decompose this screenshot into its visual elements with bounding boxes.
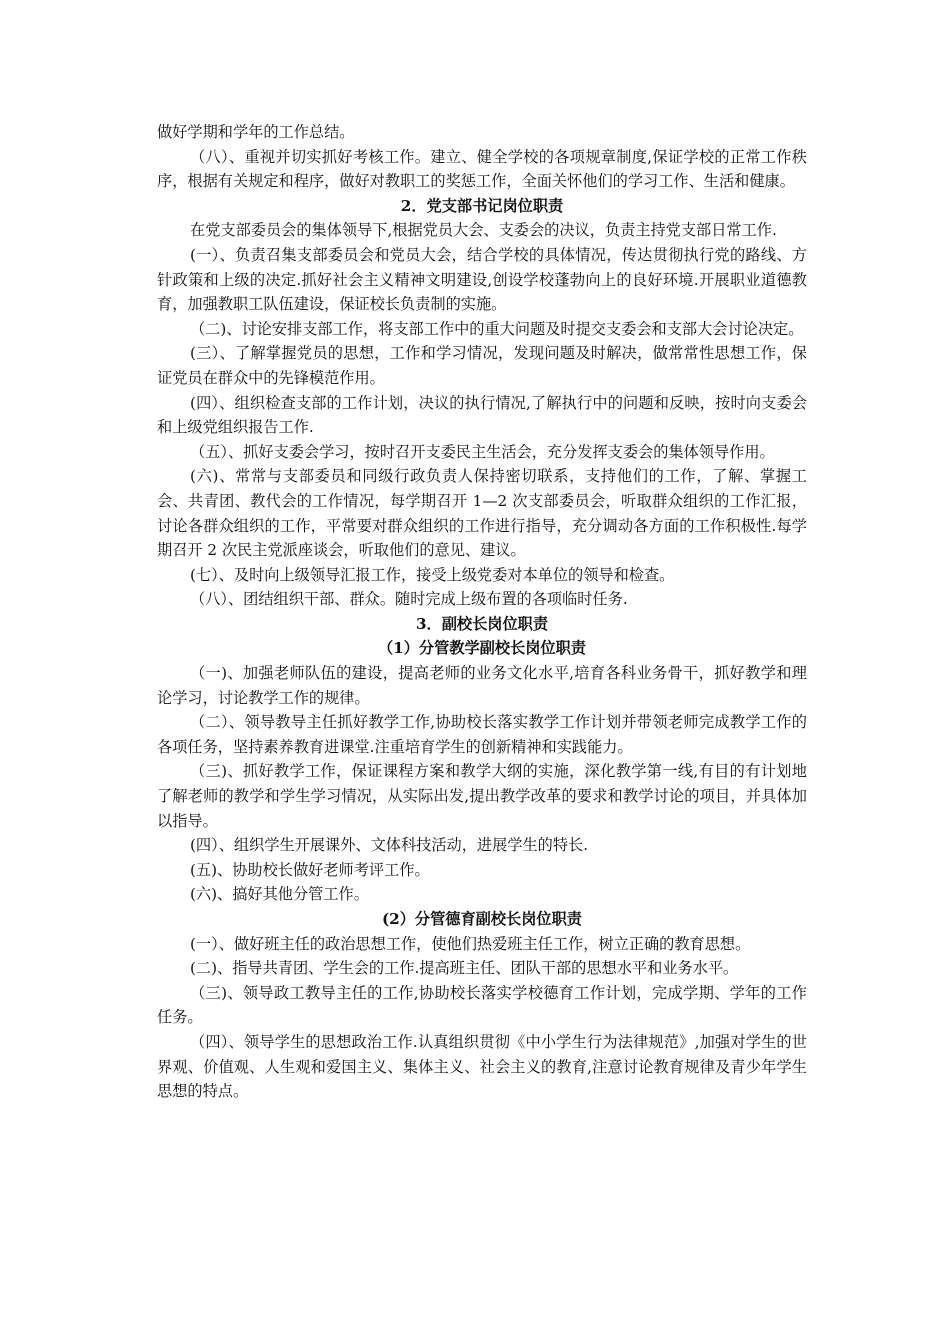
paragraph: (三）、了解掌握党员的思想，工作和学习情况，发现问题及时解决，做常常性思想工作，保证党员在群众中的先锋模范作用。 (157, 344, 807, 387)
paragraph: （三)、领导政工教导主任的工作,协助校长落实学校德育工作计划，完成学期、学年的工作任务。 (157, 983, 807, 1027)
paragraph: (六)、搞好其他分管工作。 (190, 885, 369, 904)
paragraph: 在党支部委员会的集体领导下,根据党员大会、支委会的决议，负责主持党支部日常工作. (190, 221, 777, 240)
paragraph: （八）、重视并切实抓好考核工作。建立、健全学校的各项规章制度,保证学校的正常工作秩序，根据有关规定和程序，做好对教职工的奖惩工作，全面关怀他们的学习工作、生活和健康。 (157, 147, 807, 191)
paragraph: 做好学期和学年的工作总结。 (157, 123, 355, 141)
paragraph: （四）、领导学生的思想政治工作.认真组织贯彻《中小学生行为法律规范》,加强对学生的世界观、价值观、人生观和爱国主义、集体主义、社会主义的教育,注意讨论教育规律及青少年学生思想的特点。 (157, 1032, 807, 1101)
paragraph: （一)、加强老师队伍的建设，提高老师的业务文化水平,培育各科业务骨干，抓好教学和理论学习，讨论教学工作的规律。 (157, 664, 807, 707)
paragraph: (一）、做好班主任的政治思想工作，使他们热爱班主任工作，树立正确的教育思想。 (190, 934, 751, 953)
paragraph: (四）、组织检查支部的工作计划，决议的执行情况,了解执行中的问题和反映，按时向支委会和上级党组织报告工作. (157, 393, 807, 437)
paragraph: (五)、协助校长做好老师考评工作。 (190, 860, 430, 879)
section-heading: 2．党支部书记岗位职责 (400, 196, 564, 215)
paragraph: (六)、常常与支部委员和同级行政负责人保持密切联系，支持他们的工作，了解、掌握工会、共青团、教代会的工作情况，每学期召开 1—2 次支部委员会，听取群众组织的工作汇报，讨论各群众组织的工作，平常要对群众组织的工作进行指导，充分调动各方面的工作积极性.每学期召开 2 次民主党派座谈会，听取他们的意见、建议。 (157, 467, 807, 560)
document-body (157, 120, 807, 1104)
paragraph: (七）、及时向上级领导汇报工作，接受上级党委对本单位的领导和检查。 (190, 565, 675, 584)
paragraph: (四）、组织学生开展课外、文体科技活动，进展学生的特长. (190, 836, 589, 855)
paragraph: (一）、负责召集支部委员会和党员大会，结合学校的具体情况，传达贯彻执行党的路线、方针政策和上级的决定.抓好社会主义精神文明建设,创设学校蓬勃向上的良好环境.开展职业道德教育，加强教职工队伍建设，保证校长负责制的实施。 (157, 245, 807, 314)
paragraph: （五）、抓好支委会学习，按时召开支委民主生活会，充分发挥支委会的集体领导作用。 (190, 442, 775, 461)
paragraph: （八）、团结组织干部、群众。随时完成上级布置的各项临时任务. (190, 590, 628, 609)
section-heading: (2）分管德育副校长岗位职责 (381, 910, 582, 928)
section-heading: （1）分管教学副校长岗位职责 (377, 639, 586, 658)
section-heading: 3．副校长岗位职责 (415, 614, 549, 633)
paragraph: （二)、讨论安排支部工作，将支部工作中的重大问题及时提交支委会和支部大会讨论决定。 (190, 319, 804, 338)
paragraph: （三)、抓好教学工作，保证课程方案和教学大纲的实施，深化教学第一线,有目的有计划地了解老师的教学和学生学习情况，从实际出发,提出教学改革的要求和教学讨论的项目，并具体加以指导。 (157, 762, 807, 830)
paragraph: （二）、领导教导主任抓好教学工作,协助校长落实教学工作计划并带领老师完成教学工作的各项任务，坚持素养教育进课堂.注重培育学生的创新精神和实践能力。 (157, 713, 807, 756)
paragraph: (二)、指导共青团、学生会的工作.提高班主任、团队干部的思想水平和业务水平。 (190, 959, 739, 978)
